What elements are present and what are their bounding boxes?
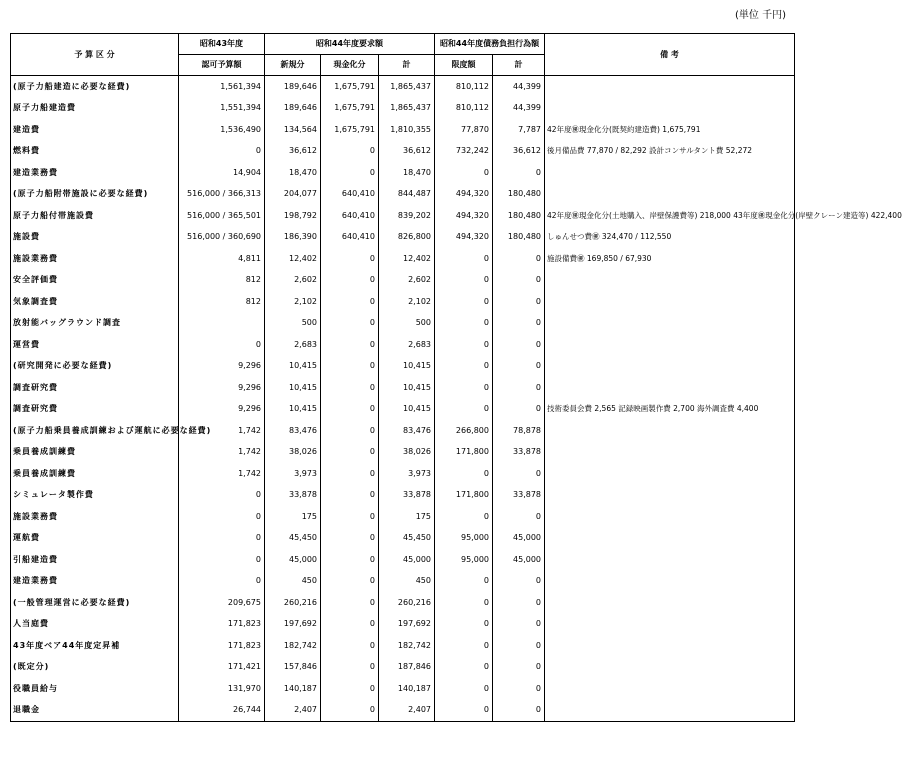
- debt-total: 33,878: [493, 485, 545, 507]
- request-new: 12,402: [265, 248, 321, 270]
- approved-amount: 1,561,394: [179, 76, 265, 98]
- request-cash: 0: [321, 162, 379, 184]
- request-new: 500: [265, 313, 321, 335]
- row-label: 退職金: [11, 700, 179, 722]
- debt-limit: 810,112: [435, 76, 493, 98]
- table-row: [11, 528, 795, 550]
- remarks: [545, 657, 795, 679]
- approved-amount: 812: [179, 270, 265, 292]
- debt-limit: 0: [435, 463, 493, 485]
- debt-total: 0: [493, 592, 545, 614]
- debt-limit: 0: [435, 678, 493, 700]
- header-debt: 昭和44年度債務負担行為額: [435, 34, 545, 55]
- debt-total: 44,399: [493, 76, 545, 98]
- header-remarks: 備 考: [545, 34, 795, 76]
- row-label: (原子力船建造に必要な経費): [11, 76, 179, 98]
- request-total: 1,865,437: [379, 98, 435, 120]
- remarks: 42年度㊝現金化分(土地購入、岸壁保護費等) 218,000 43年度㊝現金化分(岸壁クレーン建造等) 422,400: [545, 205, 795, 227]
- debt-total: 0: [493, 614, 545, 636]
- request-cash: 1,675,791: [321, 98, 379, 120]
- debt-total: 78,878: [493, 420, 545, 442]
- row-label: (一般管理運営に必要な経費): [11, 592, 179, 614]
- debt-total: 0: [493, 635, 545, 657]
- debt-total: 0: [493, 700, 545, 722]
- request-total: 33,878: [379, 485, 435, 507]
- request-new: 140,187: [265, 678, 321, 700]
- table-row: [11, 205, 795, 227]
- debt-limit: 0: [435, 313, 493, 335]
- header-debt-limit: 限度額: [435, 55, 493, 76]
- debt-limit: 171,800: [435, 442, 493, 464]
- debt-total: 45,000: [493, 528, 545, 550]
- row-label: 施設業務費: [11, 248, 179, 270]
- request-cash: 0: [321, 571, 379, 593]
- table-row: [11, 506, 795, 528]
- remarks: [545, 270, 795, 292]
- approved-amount: 516,000 / 360,690: [179, 227, 265, 249]
- row-label: 原子力船付帯施設費: [11, 205, 179, 227]
- debt-limit: 494,320: [435, 184, 493, 206]
- unit-label: (単位 千円): [735, 10, 786, 21]
- remarks: [545, 420, 795, 442]
- remarks: [545, 485, 795, 507]
- debt-total: 180,480: [493, 184, 545, 206]
- request-cash: 1,675,791: [321, 119, 379, 141]
- approved-amount: 0: [179, 506, 265, 528]
- debt-limit: 95,000: [435, 549, 493, 571]
- approved-amount: 26,744: [179, 700, 265, 722]
- remarks: 42年度㊝現金化分(既契約建造費) 1,675,791: [545, 119, 795, 141]
- row-label: 乗員養成訓練費: [11, 463, 179, 485]
- row-label: 乗員養成訓練費: [11, 442, 179, 464]
- table-row: [11, 420, 795, 442]
- request-cash: 1,675,791: [321, 76, 379, 98]
- request-new: 2,102: [265, 291, 321, 313]
- remarks: [545, 614, 795, 636]
- debt-total: 45,000: [493, 549, 545, 571]
- row-label: (既定分): [11, 657, 179, 679]
- table-row: [11, 485, 795, 507]
- debt-total: 180,480: [493, 205, 545, 227]
- request-new: 134,564: [265, 119, 321, 141]
- table-row: [11, 592, 795, 614]
- request-cash: 0: [321, 377, 379, 399]
- approved-amount: 131,970: [179, 678, 265, 700]
- remarks: [545, 162, 795, 184]
- debt-total: 0: [493, 571, 545, 593]
- request-new: 2,407: [265, 700, 321, 722]
- remarks: 技術委員会費 2,565 記録映画製作費 2,700 海外調査費 4,400: [545, 399, 795, 421]
- request-new: 204,077: [265, 184, 321, 206]
- debt-limit: 266,800: [435, 420, 493, 442]
- debt-limit: 0: [435, 291, 493, 313]
- remarks: [545, 528, 795, 550]
- approved-amount: 1,551,394: [179, 98, 265, 120]
- row-label: 放射能バッグラウンド調査: [11, 313, 179, 335]
- request-cash: 0: [321, 356, 379, 378]
- remarks: [545, 356, 795, 378]
- request-total: 1,810,355: [379, 119, 435, 141]
- remarks: しゅんせつ費㊝ 324,470 / 112,550: [545, 227, 795, 249]
- request-total: 38,026: [379, 442, 435, 464]
- row-label: 運航費: [11, 528, 179, 550]
- debt-total: 0: [493, 463, 545, 485]
- request-new: 10,415: [265, 356, 321, 378]
- row-label: 人当庭費: [11, 614, 179, 636]
- request-total: 45,450: [379, 528, 435, 550]
- budget-table: [10, 33, 902, 722]
- request-new: 33,878: [265, 485, 321, 507]
- table-row: [11, 549, 795, 571]
- table-row: [11, 313, 795, 335]
- request-new: 45,000: [265, 549, 321, 571]
- request-cash: 0: [321, 442, 379, 464]
- request-total: 844,487: [379, 184, 435, 206]
- request-cash: 0: [321, 657, 379, 679]
- request-cash: 0: [321, 592, 379, 614]
- remarks: 施設備費㊝ 169,850 / 67,930: [545, 248, 795, 270]
- remarks: [545, 377, 795, 399]
- debt-limit: 0: [435, 571, 493, 593]
- request-total: 2,602: [379, 270, 435, 292]
- request-total: 140,187: [379, 678, 435, 700]
- debt-limit: 494,320: [435, 227, 493, 249]
- debt-total: 36,612: [493, 141, 545, 163]
- header-approved-sub: 認可予算額: [179, 55, 265, 76]
- approved-amount: 0: [179, 528, 265, 550]
- table-row: [11, 399, 795, 421]
- debt-total: 0: [493, 291, 545, 313]
- remarks: 後月備品費 77,870 / 82,292 設計コンサルタント費 52,272: [545, 141, 795, 163]
- request-cash: 0: [321, 635, 379, 657]
- debt-total: 0: [493, 399, 545, 421]
- debt-limit: 732,242: [435, 141, 493, 163]
- request-cash: 0: [321, 506, 379, 528]
- remarks: [545, 700, 795, 722]
- table-row: [11, 162, 795, 184]
- approved-amount: 9,296: [179, 377, 265, 399]
- debt-limit: 0: [435, 270, 493, 292]
- header-approved: 昭和43年度: [179, 34, 265, 55]
- debt-limit: 0: [435, 506, 493, 528]
- row-label: シミュレータ製作費: [11, 485, 179, 507]
- remarks: [545, 291, 795, 313]
- request-cash: 640,410: [321, 205, 379, 227]
- table-row: [11, 270, 795, 292]
- approved-amount: 0: [179, 141, 265, 163]
- request-total: 10,415: [379, 399, 435, 421]
- request-total: 839,202: [379, 205, 435, 227]
- approved-amount: 1,742: [179, 420, 265, 442]
- row-label: 施設業務費: [11, 506, 179, 528]
- request-total: 197,692: [379, 614, 435, 636]
- approved-amount: 171,823: [179, 614, 265, 636]
- request-total: 3,973: [379, 463, 435, 485]
- request-cash: 0: [321, 248, 379, 270]
- request-new: 182,742: [265, 635, 321, 657]
- request-total: 1,865,437: [379, 76, 435, 98]
- request-new: 186,390: [265, 227, 321, 249]
- row-label: 施設費: [11, 227, 179, 249]
- table-row: [11, 291, 795, 313]
- debt-total: 0: [493, 657, 545, 679]
- request-new: 450: [265, 571, 321, 593]
- table-row: [11, 141, 795, 163]
- debt-total: 44,399: [493, 98, 545, 120]
- table-row: [11, 571, 795, 593]
- table-row: [11, 98, 795, 120]
- debt-total: 180,480: [493, 227, 545, 249]
- approved-amount: 1,536,490: [179, 119, 265, 141]
- request-new: 197,692: [265, 614, 321, 636]
- request-cash: 0: [321, 334, 379, 356]
- remarks: [545, 463, 795, 485]
- request-new: 83,476: [265, 420, 321, 442]
- remarks: [545, 334, 795, 356]
- approved-amount: 9,296: [179, 356, 265, 378]
- request-cash: 640,410: [321, 227, 379, 249]
- request-cash: 0: [321, 313, 379, 335]
- table-row: [11, 227, 795, 249]
- table-row: [11, 184, 795, 206]
- row-label: 安全評価費: [11, 270, 179, 292]
- request-total: 2,102: [379, 291, 435, 313]
- request-new: 18,470: [265, 162, 321, 184]
- row-label: 運営費: [11, 334, 179, 356]
- request-new: 198,792: [265, 205, 321, 227]
- table-row: [11, 248, 795, 270]
- approved-amount: 171,421: [179, 657, 265, 679]
- request-new: 189,646: [265, 98, 321, 120]
- request-cash: 0: [321, 485, 379, 507]
- debt-limit: 0: [435, 399, 493, 421]
- row-label: 建造費: [11, 119, 179, 141]
- remarks: [545, 592, 795, 614]
- row-label: 原子力船建造費: [11, 98, 179, 120]
- header-category: 予 算 区 分: [11, 34, 179, 76]
- debt-total: 0: [493, 678, 545, 700]
- debt-total: 0: [493, 313, 545, 335]
- approved-amount: 171,823: [179, 635, 265, 657]
- debt-total: 0: [493, 506, 545, 528]
- debt-limit: 171,800: [435, 485, 493, 507]
- debt-limit: 0: [435, 635, 493, 657]
- approved-amount: 0: [179, 571, 265, 593]
- header-debt-total: 計: [493, 55, 545, 76]
- remarks: [545, 313, 795, 335]
- header-request-total: 計: [379, 55, 435, 76]
- request-new: 3,973: [265, 463, 321, 485]
- request-total: 36,612: [379, 141, 435, 163]
- request-total: 826,800: [379, 227, 435, 249]
- header-request-new: 新規分: [265, 55, 321, 76]
- debt-limit: 0: [435, 162, 493, 184]
- table-row: [11, 635, 795, 657]
- row-label: (原子力船乗員養成訓練および運航に必要な経費): [11, 420, 179, 442]
- table-row: [11, 334, 795, 356]
- debt-limit: 0: [435, 700, 493, 722]
- row-label: 建造業務費: [11, 162, 179, 184]
- request-cash: 0: [321, 399, 379, 421]
- row-label: 建造業務費: [11, 571, 179, 593]
- table-row: [11, 657, 795, 679]
- remarks: [545, 635, 795, 657]
- request-total: 45,000: [379, 549, 435, 571]
- debt-total: 0: [493, 248, 545, 270]
- table-row: [11, 442, 795, 464]
- request-new: 10,415: [265, 399, 321, 421]
- request-total: 10,415: [379, 356, 435, 378]
- debt-limit: 0: [435, 614, 493, 636]
- request-total: 175: [379, 506, 435, 528]
- debt-limit: 494,320: [435, 205, 493, 227]
- request-total: 182,742: [379, 635, 435, 657]
- table-row: [11, 356, 795, 378]
- debt-total: 0: [493, 270, 545, 292]
- request-cash: 640,410: [321, 184, 379, 206]
- request-total: 10,415: [379, 377, 435, 399]
- table-row: [11, 119, 795, 141]
- row-label: (研究開発に必要な経費): [11, 356, 179, 378]
- remarks: [545, 76, 795, 98]
- debt-limit: 0: [435, 592, 493, 614]
- row-label: 引船建造費: [11, 549, 179, 571]
- request-cash: 0: [321, 141, 379, 163]
- debt-total: 0: [493, 356, 545, 378]
- remarks: [545, 442, 795, 464]
- request-new: 189,646: [265, 76, 321, 98]
- table-row: [11, 463, 795, 485]
- remarks: [545, 549, 795, 571]
- request-new: 2,602: [265, 270, 321, 292]
- request-cash: 0: [321, 614, 379, 636]
- request-total: 450: [379, 571, 435, 593]
- row-label: 気象調査費: [11, 291, 179, 313]
- request-new: 45,450: [265, 528, 321, 550]
- row-label: 43年度ベア44年度定昇補: [11, 635, 179, 657]
- header-request-cash: 現金化分: [321, 55, 379, 76]
- request-new: 175: [265, 506, 321, 528]
- request-cash: 0: [321, 528, 379, 550]
- approved-amount: 0: [179, 485, 265, 507]
- debt-limit: 0: [435, 377, 493, 399]
- request-total: 500: [379, 313, 435, 335]
- approved-amount: 812: [179, 291, 265, 313]
- debt-limit: 0: [435, 356, 493, 378]
- request-cash: 0: [321, 463, 379, 485]
- row-label: 調査研究費: [11, 377, 179, 399]
- request-new: 38,026: [265, 442, 321, 464]
- request-new: 260,216: [265, 592, 321, 614]
- table-row: [11, 678, 795, 700]
- approved-amount: 1,742: [179, 463, 265, 485]
- debt-limit: 95,000: [435, 528, 493, 550]
- request-cash: 0: [321, 270, 379, 292]
- request-total: 2,683: [379, 334, 435, 356]
- request-cash: 0: [321, 549, 379, 571]
- table-body: [11, 76, 902, 722]
- request-total: 83,476: [379, 420, 435, 442]
- remarks: [545, 98, 795, 120]
- request-total: 12,402: [379, 248, 435, 270]
- remarks: [545, 678, 795, 700]
- approved-amount: 4,811: [179, 248, 265, 270]
- request-total: 18,470: [379, 162, 435, 184]
- approved-amount: [179, 313, 265, 335]
- debt-limit: 0: [435, 334, 493, 356]
- request-cash: 0: [321, 700, 379, 722]
- approved-amount: 14,904: [179, 162, 265, 184]
- request-total: 187,846: [379, 657, 435, 679]
- debt-limit: 0: [435, 248, 493, 270]
- approved-amount: 0: [179, 549, 265, 571]
- approved-amount: 0: [179, 334, 265, 356]
- header-request: 昭和44年度要求額: [265, 34, 435, 55]
- request-total: 2,407: [379, 700, 435, 722]
- approved-amount: 1,742: [179, 442, 265, 464]
- debt-total: 0: [493, 162, 545, 184]
- table-row: [11, 700, 795, 722]
- approved-amount: 9,296: [179, 399, 265, 421]
- request-new: 157,846: [265, 657, 321, 679]
- table-row: [11, 614, 795, 636]
- table-row: [11, 377, 795, 399]
- approved-amount: 516,000 / 366,313: [179, 184, 265, 206]
- row-label: 燃料費: [11, 141, 179, 163]
- debt-limit: 77,870: [435, 119, 493, 141]
- debt-limit: 810,112: [435, 98, 493, 120]
- remarks: [545, 184, 795, 206]
- request-new: 36,612: [265, 141, 321, 163]
- request-total: 260,216: [379, 592, 435, 614]
- request-new: 10,415: [265, 377, 321, 399]
- remarks: [545, 506, 795, 528]
- request-cash: 0: [321, 678, 379, 700]
- table-row: [11, 76, 795, 98]
- debt-limit: 0: [435, 657, 493, 679]
- debt-total: 7,787: [493, 119, 545, 141]
- debt-total: 0: [493, 334, 545, 356]
- debt-total: 33,878: [493, 442, 545, 464]
- request-cash: 0: [321, 420, 379, 442]
- approved-amount: 209,675: [179, 592, 265, 614]
- remarks: [545, 571, 795, 593]
- row-label: (原子力船附帯施設に必要な経費): [11, 184, 179, 206]
- request-cash: 0: [321, 291, 379, 313]
- debt-total: 0: [493, 377, 545, 399]
- row-label: 役職員給与: [11, 678, 179, 700]
- request-new: 2,683: [265, 334, 321, 356]
- row-label: 調査研究費: [11, 399, 179, 421]
- approved-amount: 516,000 / 365,501: [179, 205, 265, 227]
